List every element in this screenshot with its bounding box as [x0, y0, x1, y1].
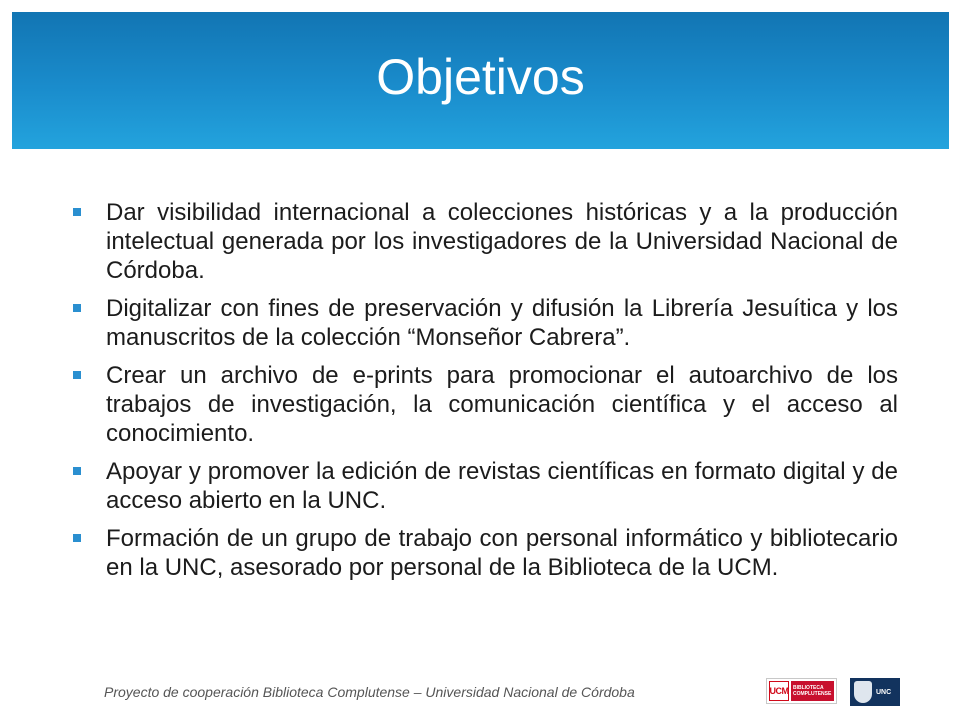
ucm-logo-line1: BIBLIOTECA: [793, 685, 824, 691]
unc-logo-text: UNC: [876, 688, 892, 696]
slide-title: Objetivos: [376, 48, 585, 105]
ucm-library-logo: [766, 678, 837, 704]
square-bullet-icon: [73, 208, 81, 216]
unc-logo: [850, 678, 900, 706]
objective-text: Dar visibilidad internacional a colecciones históricas y a la producción intelectual generada por los investigadores de la Universidad Nacional de Córdoba.: [106, 199, 898, 284]
objective-text: Formación de un grupo de trabajo con personal informático y bibliotecario en la UNC, asesorado por personal de la Biblioteca de la UCM.: [106, 525, 898, 581]
unc-crest-icon: [854, 681, 872, 703]
square-bullet-icon: [73, 467, 81, 475]
square-bullet-icon: [73, 371, 81, 379]
objective-item: [70, 198, 898, 285]
ucm-mark-icon: UCM: [769, 681, 789, 701]
title-band: [12, 12, 949, 149]
footer-caption: Proyecto de cooperación Biblioteca Complutense – Universidad Nacional de Córdoba: [104, 684, 635, 700]
objective-text: Apoyar y promover la edición de revistas científicas en formato digital y de acceso abierto en la UNC.: [106, 458, 898, 514]
objective-text: Digitalizar con fines de preservación y difusión la Librería Jesuítica y los manuscritos de la colección “Monseñor Cabrera”.: [106, 295, 898, 351]
objective-item: [70, 361, 898, 448]
ucm-logo-band: [791, 681, 834, 701]
objective-item: [70, 524, 898, 582]
ucm-logo-line2: COMPLUTENSE: [793, 691, 832, 697]
objective-item: [70, 294, 898, 352]
objective-item: [70, 457, 898, 515]
objectives-list: [70, 198, 898, 591]
square-bullet-icon: [73, 304, 81, 312]
objective-text: Crear un archivo de e-prints para promocionar el autoarchivo de los trabajos de investigación, la comunicación científica y el acceso al conocimiento.: [106, 362, 898, 447]
square-bullet-icon: [73, 534, 81, 542]
